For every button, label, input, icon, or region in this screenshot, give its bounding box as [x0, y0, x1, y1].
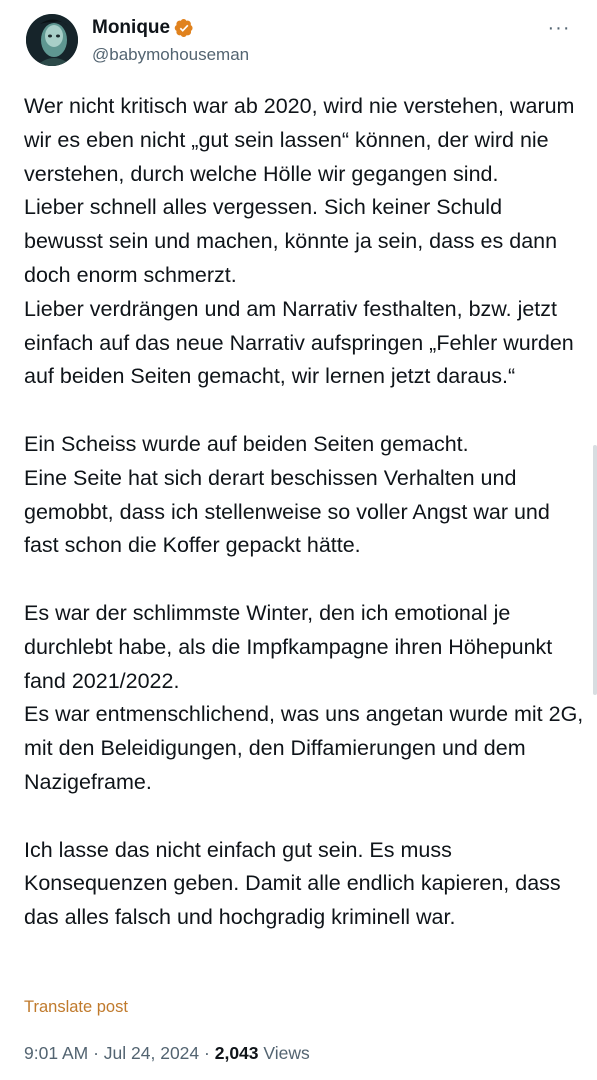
scrollbar[interactable] — [593, 445, 597, 695]
more-options-icon[interactable]: ··· — [547, 17, 571, 39]
paragraph-break — [24, 800, 584, 834]
tweet-paragraph: Lieber schnell alles vergessen. Sich keiner Schuld bewusst sein und machen, könnte ja sein, dass es dann doch enorm schmerzt. — [24, 195, 558, 287]
tweet-date[interactable]: Jul 24, 2024 — [103, 1043, 200, 1063]
tweet-paragraph: Ein Scheiss wurde auf beiden Seiten gemacht. — [24, 431, 469, 456]
views-label: Views — [263, 1043, 310, 1063]
translate-post-link[interactable]: Translate post — [24, 998, 128, 1016]
name-row — [92, 16, 194, 40]
meta-separator: · — [93, 1043, 99, 1063]
paragraph-break — [24, 394, 584, 428]
views-count: 2,043 — [214, 1043, 259, 1063]
tweet-paragraph: Es war entmenschlichend, was uns angetan wurde mit 2G, mit den Beleidigungen, den Diffamierungen und dem Nazigeframe. — [24, 702, 584, 794]
tweet-paragraph: Wer nicht kritisch war ab 2020, wird nie verstehen, warum wir es eben nicht „gut sein lassen“ können, der wird nie verstehen, durch welche Hölle wir gegangen sind. — [24, 94, 575, 186]
tweet-paragraph: Ich lasse das nicht einfach gut sein. Es muss Konsequenzen geben. Damit alle endlich kapieren, dass das alles falsch und hochgradig kriminell war. — [24, 837, 561, 930]
tweet-paragraph: Lieber verdrängen und am Narrativ festhalten, bzw. jetzt einfach auf das neue Narrativ aufspringen „Fehler wurden auf beiden Seiten gemacht, wir lernen jetzt daraus.“ — [24, 296, 574, 389]
display-name[interactable]: Monique — [92, 17, 171, 38]
avatar[interactable] — [26, 14, 78, 66]
verified-badge-icon — [174, 18, 194, 38]
tweet-paragraph: Es war der schlimmste Winter, den ich emotional je durchlebt habe, als die Impfkampagne ihren Höhepunkt fand 2021/2022. — [24, 600, 553, 693]
tweet-paragraph: Eine Seite hat sich derart beschissen Verhalten und gemobbt, dass ich stellenweise so voller Angst war und fast schon die Koffer gepackt hätte. — [24, 465, 550, 558]
tweet-meta — [24, 1041, 310, 1065]
paragraph-break — [24, 563, 584, 597]
meta-separator: · — [204, 1043, 210, 1063]
avatar-image — [26, 14, 78, 66]
tweet-header — [26, 14, 577, 74]
tweet-text — [24, 90, 584, 935]
tweet-time[interactable]: 9:01 AM — [24, 1043, 89, 1063]
user-handle[interactable]: @babymohouseman — [92, 45, 250, 64]
